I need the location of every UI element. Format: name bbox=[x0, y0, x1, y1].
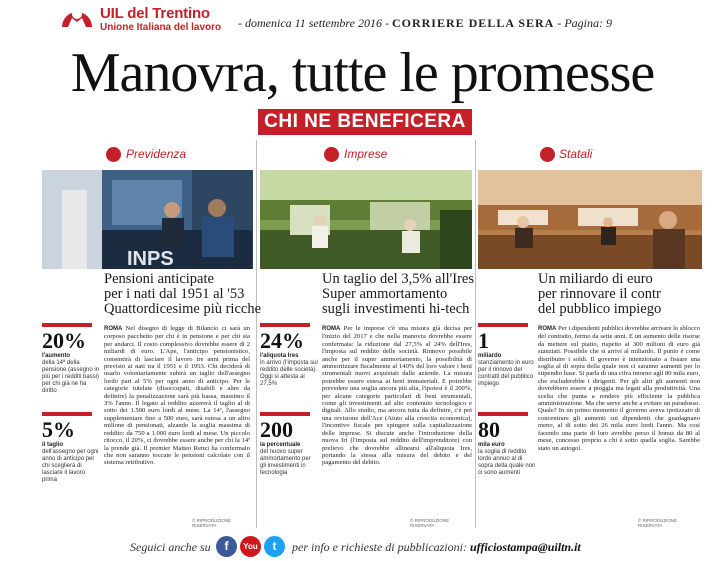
dateline-city: ROMA bbox=[104, 326, 123, 332]
follow-us-label: Seguici anche su bbox=[130, 540, 211, 554]
issue-date: - domenica 11 settembre 2016 - bbox=[238, 16, 389, 30]
photo-public-office bbox=[478, 170, 702, 269]
stat-rule bbox=[478, 412, 528, 416]
newspaper-name: CORRIERE DELLA SERA bbox=[391, 16, 555, 30]
stat-number: 80 bbox=[478, 417, 500, 442]
section-banner: CHI NE BENEFICERA bbox=[258, 109, 472, 135]
stat-description: in arrivo (l'imposta sul reddito delle società). Oggi si attesta al 27,5% bbox=[260, 360, 318, 387]
article-text: Nel disegno di legge di Bilancio ci sarà un corposo pacchetto per chi è in pensione e per chi sta per andarci. Il costo complessivo dovrebbe essere di 2 miliardi di euro. L'Ape, l'anticipo pensionistico, consentirà di lasciare il lavoro tre anni prima del previsto ai nati tra il 1951 e il 1953. Chi deciderà di usarlo volontariamente subirà un taglio dell'assegno lordo pari al 5% per ogni anno di anticipo. Per le categorie tutelate (disoccupati, disabili e altre da definire) la penalizzazione sarà più bassa, massimo il 3% l'anno. Il legato al reddito azzererà il taglio al di sotto dei 1.500 euro lordi al mese. La 14ª, l'assegno supplementare fino a 500 euro, sarà estesa a un altro milione di pensionati, alzando la soglia massima di reddito: da 750 a 1.000 euro lordi al mese. Un piccolo ritocco, il 20%, ci dovrebbe essere anche per chi la 14ª la prende già. Il premier Matteo Renzi ha confermato che non saranno toccate le pensioni calcolate con il sistema retributivo. bbox=[104, 325, 250, 467]
article-text: Per i dipendenti pubblici dovrebbe arrivare lo sblocco del contratto, fermo da sette anni. E un aumento delle risorse da mettere sul piatto, rispetto ai 300 milioni di euro già stanziati. Possibile che si arrivi al miliardo. Il punto è come distribuire i soldi. Il governo è intenzionato a fissare una soglia al di sopra della quale non ci saranno aumenti per lo stipendio base. Si parla di una cifra intorno agli 80 mila euro, che escluderebbe i dirigenti. Per gli altri gli aumenti non dovrebbero essere a pioggia ma legati alla produttività. Una scelta che punta a rendere più efficiente la pubblica amministrazione. Ma che serve anche a evitare un paradosso. Quale? In un primo momento il governo aveva ipotizzato di concentrare gli aumenti sui dipendenti che guadagnano meno, al di sotto dei 26 mila euro lordi l'anno. Ma così facendo una parte di loro avrebbe perso il bonus da 80 al mese, concesso proprio a chi è sotto quella soglia. Sarebbe stato un autogol. bbox=[538, 325, 701, 452]
title-line: Un taglio del 3,5% all'Ires bbox=[322, 271, 475, 287]
section-label: Imprese bbox=[344, 147, 388, 161]
stat-description: della 14ª della pensione (assegno in più per i redditi bassi) per chi già ne ha diritto bbox=[42, 360, 100, 394]
stat-box bbox=[260, 323, 318, 388]
stat-number: 1 bbox=[478, 328, 489, 353]
article-text: Per le imprese c'è una misura già decisa per l'inizio del 2017 e che nella manovra dovrebbe essere confermata: la riduzione dal 27,5% al 24% dell'Ires, l'imposta sul reddito delle società. Rinnovo possibile anche per il super ammortamento, la possibilità di ammortizzare fiscalmente al 140% del loro valore i beni strumentali nuovi acquistati dalle aziende. La misura potrebbe essere estesa ai beni immateriali. E potrebbe prevedere una soglia ancora più alta, l'ipotesi è il 200%, per alcune categorie particolari di beni strumentali, come gli investimenti ad alto contenuto tecnologico e digitali. Allo studio, ma ancora tutta da definire, c'è poi una revisione dell'Ace (Aiuto alla crescita economica), l'incentivo fiscale per spingere sulla capitalizzazione delle imprese. Si discute anche l'introduzione della nuova Iri (l'imposta sul reddito dell'imprenditore) con prelievo che dovrebbe allinearsi all'aliquota Ires, portando la stessa alla misura del debito e del pagamento del debito. bbox=[322, 325, 472, 467]
stat-rule bbox=[42, 323, 92, 327]
dateline-city: ROMA bbox=[538, 326, 557, 332]
title-line: per rinnovare il contr bbox=[538, 286, 661, 302]
stat-box bbox=[42, 412, 100, 484]
section-label: Statali bbox=[559, 147, 593, 161]
column-previdenza bbox=[42, 140, 262, 528]
page-header bbox=[0, 0, 725, 40]
stat-rule bbox=[42, 412, 92, 416]
stat-box bbox=[478, 412, 536, 477]
page-footer bbox=[0, 534, 725, 561]
uil-logo bbox=[60, 5, 94, 31]
section-header bbox=[260, 146, 472, 164]
column-imprese bbox=[260, 140, 475, 528]
contact-email-link[interactable]: ufficiostampa@uiltn.it bbox=[469, 540, 581, 554]
stat-label: l'aumento bbox=[42, 353, 71, 359]
stat-rule bbox=[478, 323, 528, 327]
stat-description: del nuovo super ammortamento per gli investimenti in tecnologia bbox=[260, 449, 311, 476]
youtube-icon[interactable]: You bbox=[240, 536, 261, 557]
page-number: - Pagina: 9 bbox=[557, 16, 612, 30]
section-bullet-icon bbox=[540, 147, 555, 162]
dateline bbox=[238, 16, 612, 31]
article-title bbox=[538, 272, 661, 317]
copyright-note: © RIPRODUZIONE RISERVATA bbox=[192, 518, 232, 528]
title-line: sugli investimenti hi-tech bbox=[322, 301, 470, 317]
article-body bbox=[104, 325, 250, 467]
section-label: Previdenza bbox=[126, 147, 187, 161]
title-line: per i nati dal 1951 al '53 bbox=[104, 286, 245, 302]
dateline-city: ROMA bbox=[322, 326, 341, 332]
twitter-icon[interactable]: t bbox=[264, 536, 285, 557]
stat-description: stanziamento in euro per il rinnovo del contratti del pubblico impiego bbox=[478, 360, 534, 387]
copyright-note: © RIPRODUZIONE RISERVATA bbox=[410, 518, 450, 528]
stat-box bbox=[42, 323, 100, 395]
stat-label: miliardo bbox=[478, 353, 502, 359]
photo-inps-office bbox=[42, 170, 253, 269]
headline: Manovra, tutte le promesse bbox=[70, 42, 655, 104]
stat-number: 24% bbox=[260, 328, 304, 353]
contact-label: per info e richieste di pubblicazioni: bbox=[292, 540, 467, 554]
stat-label: il taglio bbox=[42, 442, 63, 448]
article-title bbox=[104, 272, 261, 317]
section-header bbox=[42, 146, 253, 164]
title-line: Super ammortamento bbox=[322, 286, 448, 302]
stat-rule bbox=[260, 412, 310, 416]
copyright-note: © RIPRODUZIONE RISERVATA bbox=[638, 518, 678, 528]
section-header bbox=[478, 146, 702, 164]
facebook-icon[interactable]: f bbox=[216, 536, 237, 557]
stat-box bbox=[260, 412, 318, 477]
title-line: Pensioni anticipate bbox=[104, 271, 214, 287]
section-bullet-icon bbox=[106, 147, 121, 162]
stat-box bbox=[478, 323, 536, 388]
column-divider bbox=[475, 140, 476, 528]
article-body bbox=[322, 325, 472, 467]
stat-number: 5% bbox=[42, 417, 75, 442]
title-line: Un miliardo di euro bbox=[538, 271, 653, 287]
org-name: UIL del Trentino bbox=[100, 5, 210, 22]
stat-rule bbox=[260, 323, 310, 327]
contact-info bbox=[292, 540, 581, 555]
article-body bbox=[538, 325, 700, 452]
stat-number: 20% bbox=[42, 328, 86, 353]
column-statali bbox=[478, 140, 702, 528]
title-line: del pubblico impiego bbox=[538, 301, 662, 317]
photo-factory-floor bbox=[260, 170, 472, 269]
stat-description: la soglia di reddito lordo annuo al di sopra della quale non ci sono aumenti bbox=[478, 449, 536, 476]
article-title bbox=[322, 272, 474, 317]
section-bullet-icon bbox=[324, 147, 339, 162]
column-divider bbox=[256, 140, 257, 528]
stat-label: mila euro bbox=[478, 442, 505, 448]
stat-description: dell'assegno per ogni anno di anticipo per chi sceglierà di lasciare il lavoro prima bbox=[42, 449, 99, 483]
stat-label: l'aliquota Ires bbox=[260, 353, 299, 359]
stat-number: 200 bbox=[260, 417, 293, 442]
title-line: Quattordicesime più ricche bbox=[104, 301, 262, 317]
org-subtitle: Unione Italiana del lavoro bbox=[100, 22, 222, 33]
stat-label: la percentuale bbox=[260, 442, 301, 448]
svg-text:INPS: INPS bbox=[127, 248, 174, 269]
